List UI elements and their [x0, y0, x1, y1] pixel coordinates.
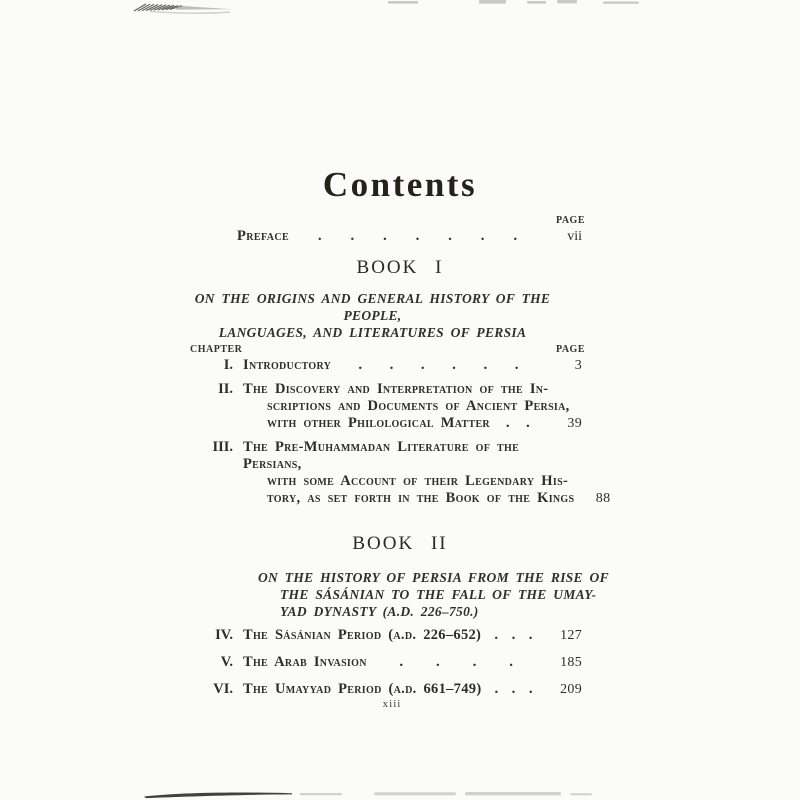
- book-subtitle: [190, 569, 610, 620]
- leader-dot: .: [494, 681, 499, 697]
- column-header-chapter: CHAPTER: [190, 344, 243, 355]
- entry-dot-leader: [490, 415, 546, 431]
- column-headers: [190, 344, 610, 355]
- leader-dot: .: [511, 681, 516, 697]
- chapter-number: III.: [212, 439, 233, 455]
- preface-page-number: vii: [567, 229, 582, 244]
- folio-page-number: xiii: [382, 698, 402, 710]
- chapter-number: I.: [223, 357, 233, 373]
- entry-line: [243, 357, 582, 374]
- leader-dot: .: [358, 357, 363, 373]
- entries: [190, 357, 610, 507]
- leader-dot: .: [513, 228, 518, 244]
- leader-dot: .: [480, 228, 485, 244]
- entry-line: [243, 490, 611, 507]
- entry-title-text: with other Philological Matter: [267, 415, 490, 431]
- entry-body: [243, 381, 610, 432]
- entry-body: [243, 439, 610, 507]
- book-section: [190, 258, 610, 507]
- entry-title-text: Introductory: [243, 357, 332, 373]
- leader-dot: .: [528, 681, 533, 697]
- entry-line: scriptions and Documents of Ancient Persia,: [267, 398, 570, 414]
- preface-label: Preface: [237, 228, 290, 244]
- book-heading: BOOK I: [356, 257, 444, 278]
- entry-dot-leader: [331, 357, 546, 373]
- book-subtitle-line: ON THE ORIGINS AND GENERAL HISTORY OF THE PEOPLE,: [194, 291, 551, 323]
- chapter-number: VI.: [213, 681, 233, 697]
- leader-dot: .: [509, 654, 514, 670]
- entry-line: The Pre-Muhammadan Literature of the Persians,: [243, 439, 520, 472]
- entry-page-number: 209: [560, 682, 582, 697]
- scan-artifact-bottom-edge-dark: [144, 792, 292, 798]
- column-header-page: PAGE: [555, 344, 585, 355]
- leader-dot: .: [511, 627, 516, 643]
- entry-body: [243, 627, 610, 644]
- leader-dot: .: [505, 415, 510, 431]
- entry-title-text: The Sásánian Period (a.d. 226–652): [243, 627, 482, 643]
- leader-dot: .: [415, 228, 420, 244]
- entry-body: [243, 654, 610, 671]
- entry-line: with some Account of their Legendary His-: [267, 473, 569, 489]
- preface-row: [190, 228, 610, 245]
- entry-dot-leader: [481, 627, 546, 643]
- entry-page-number: 88: [595, 491, 611, 506]
- leader-dot: .: [399, 654, 404, 670]
- entry-page-number: 3: [574, 358, 582, 373]
- entry-line: [243, 415, 582, 432]
- entry-line: [243, 654, 582, 671]
- entry-title-text: tory, as set forth in the Book of the Kings: [267, 490, 575, 506]
- entry-row: [190, 357, 610, 374]
- leader-dot: .: [525, 415, 530, 431]
- book-subtitle-line: LANGUAGES, AND LITERATURES OF PERSIA: [218, 325, 527, 340]
- entries: [190, 627, 610, 698]
- page-title: Contents: [322, 165, 478, 204]
- books: [190, 258, 610, 698]
- scan-artifact-top-left-hatch: [134, 4, 182, 11]
- preface-dot-leader: [289, 228, 546, 244]
- scan-artifact-bottom-edge-smudges: [300, 792, 592, 795]
- book-subtitle-line: THE SÁSÁNIAN TO THE FALL OF THE UMAY-: [280, 587, 597, 602]
- leader-dot: .: [483, 357, 488, 373]
- leader-dot: .: [514, 357, 519, 373]
- leader-dot: .: [420, 357, 425, 373]
- leader-dot: .: [317, 228, 322, 244]
- chapter-number: II.: [218, 381, 233, 397]
- entry-line: The Discovery and Interpretation of the In-: [243, 381, 549, 397]
- entry-page-number: 127: [560, 628, 582, 643]
- entry-title-text: The Umayyad Period (a.d. 661–749): [243, 681, 482, 697]
- entry-line: [243, 627, 582, 644]
- contents-page: [190, 0, 610, 710]
- entry-page-number: 185: [560, 655, 582, 670]
- page-column-label: PAGE: [555, 215, 585, 226]
- book-subtitle-line: YAD DYNASTY (A.D. 226–750.): [280, 604, 479, 619]
- entry-row: [190, 681, 610, 698]
- entry-row: [190, 381, 610, 432]
- leader-dot: .: [452, 357, 457, 373]
- leader-dot: .: [435, 654, 441, 670]
- leader-dot: .: [389, 357, 394, 373]
- book-subtitle: [190, 290, 610, 341]
- entry-title-text: The Arab Invasion: [243, 654, 367, 670]
- leader-dot: .: [350, 228, 355, 244]
- entry-dot-leader: [367, 654, 546, 670]
- leader-dot: .: [472, 654, 477, 670]
- chapter-number: V.: [220, 654, 233, 670]
- leader-dot: .: [528, 627, 533, 643]
- entry-dot-leader: [481, 681, 546, 697]
- entry-body: [243, 357, 610, 374]
- leader-dot: .: [383, 228, 387, 244]
- entry-body: [243, 681, 610, 698]
- book-heading: BOOK II: [352, 533, 448, 554]
- entry-row: [190, 654, 610, 671]
- entry-page-number: 39: [567, 416, 582, 431]
- entry-row: [190, 627, 610, 644]
- book-subtitle-line: ON THE HISTORY OF PERSIA FROM THE RISE OF: [258, 570, 609, 585]
- leader-dot: .: [494, 627, 499, 643]
- book-section: [190, 534, 610, 698]
- leader-dot: .: [448, 228, 452, 244]
- entry-row: [190, 439, 610, 507]
- chapter-number: IV.: [215, 627, 233, 643]
- entry-line: [243, 681, 582, 698]
